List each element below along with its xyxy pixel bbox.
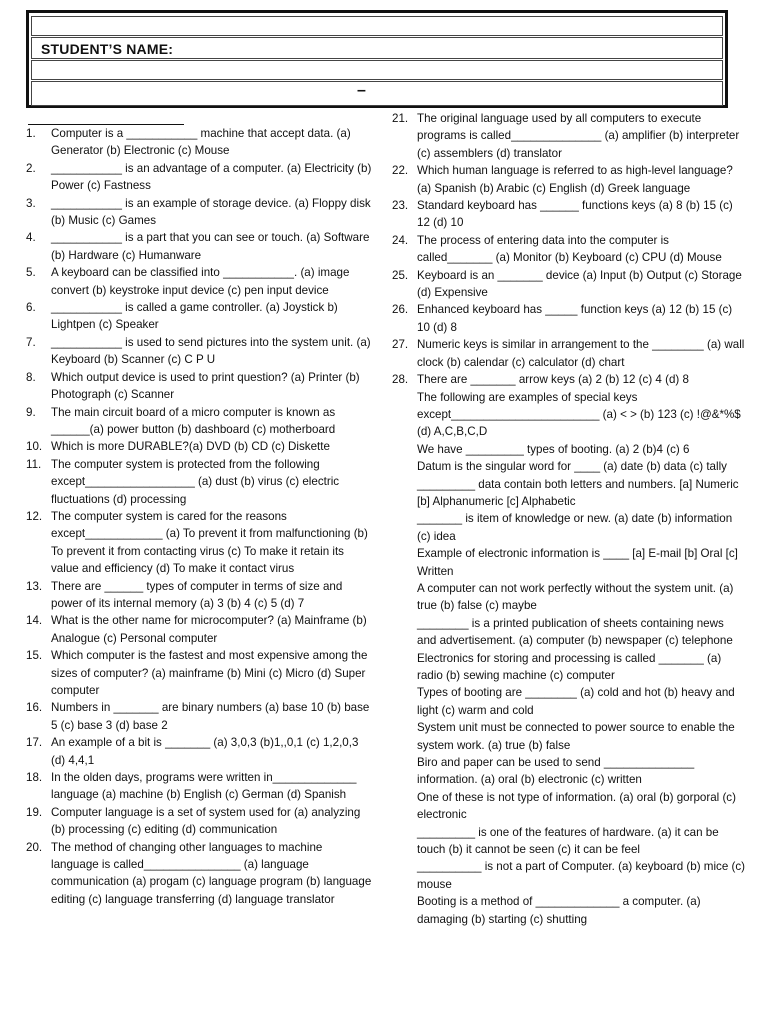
question-number: 22.	[392, 164, 409, 178]
answer-blank-line	[28, 114, 184, 125]
question-number: 13.	[26, 579, 43, 593]
question-number: 26.	[392, 303, 409, 317]
question-text: The process of entering data into the computer is called_______ (a) Monitor (b) Keyboard (c) CPU (d) Mouse	[417, 233, 722, 265]
question-number: 28.	[392, 373, 409, 387]
question-number: 5.	[26, 266, 36, 280]
question-item	[26, 299, 372, 334]
question-text: Computer language is a set of system used for (a) analyzing (b) processing (c) editing (d) communication	[51, 805, 361, 837]
question-text: What is the other name for microcomputer? (a) Mainframe (b) Analogue (c) Personal computer	[51, 614, 367, 645]
header-row-blank	[31, 60, 723, 80]
question-item	[26, 612, 372, 647]
question-text-unnumbered: _________ is one of the features of hardware. (a) it can be touch (b) it cannot be seen (c) it can be feel	[417, 825, 719, 857]
question-item	[26, 578, 372, 613]
question-number: 15.	[26, 649, 43, 663]
question-text: Which is more DURABLE?(a) DVD (b) CD (c) Diskette	[51, 440, 330, 454]
question-item	[26, 195, 372, 230]
question-text: There are ______ types of computer in terms of size and power of its internal memory (a) 3 (b) 4 (c) 5 (d) 7	[51, 579, 343, 610]
question-item	[392, 301, 746, 336]
question-number: 17.	[26, 736, 43, 750]
question-text: The computer system is cared for the reasons except____________ (a) To prevent it from malfunctioning (b) To prevent it from contacting virus (c) To make it retain its value and efficiency (d) To make it contact virus	[51, 509, 368, 576]
question-text: In the olden days, programs were written in_____________ language (a) machine (b) English (c) German (d) Spanish	[51, 771, 357, 802]
question-item	[392, 267, 746, 302]
question-item	[392, 336, 746, 371]
question-text: There are _______ arrow keys (a) 2 (b) 12 (c) 4 (d) 8	[417, 373, 689, 387]
question-number: 14.	[26, 614, 43, 628]
question-item	[392, 371, 746, 388]
header-dash: –	[357, 82, 366, 99]
question-item	[26, 404, 372, 439]
question-text-unnumbered: A computer can not work perfectly without the system unit. (a) true (b) false (c) maybe	[417, 581, 734, 613]
question-number: 7.	[26, 335, 36, 349]
question-number: 27.	[392, 338, 409, 352]
question-number: 12.	[26, 509, 43, 523]
question-item	[26, 264, 372, 299]
question-text-unnumbered: ________ is a printed publication of sheets containing news and advertisement. (a) computer (b) newspaper (c) telephone	[417, 616, 733, 648]
question-number: 2.	[26, 161, 36, 175]
header-row-blank	[31, 16, 723, 36]
question-text: ___________ is an example of storage device. (a) Floppy disk (b) Music (c) Games	[51, 196, 371, 228]
question-item	[26, 769, 372, 804]
question-item	[26, 438, 372, 455]
question-text: Which computer is the fastest and most expensive among the sizes of computer? (a) mainframe (b) Mini (c) Micro (d) Super computer	[51, 649, 368, 697]
question-item	[26, 647, 372, 699]
question-number: 25.	[392, 268, 409, 282]
question-item	[26, 160, 372, 195]
question-text-unnumbered: The following are examples of special keys except_______________________ (a) < > (b) 123 (c) !@&*%$ (d) A,C,B,C,D	[417, 390, 741, 439]
question-text: ___________ is used to send pictures into the system unit. (a) Keyboard (b) Scanner (c) C P U	[51, 335, 371, 367]
question-text: ___________ is a part that you can see or touch. (a) Software (b) Hardware (c) Humanware	[51, 231, 370, 262]
question-item	[26, 229, 372, 264]
question-text: Computer is a ___________ machine that accept data. (a) Generator (b) Electronic (c) Mouse	[51, 127, 351, 158]
question-text: The method of changing other languages to machine language is called_______________ (a) language communication (a) progam (c) language program (b) language editing (c) language transferring (d) language translator	[51, 840, 372, 906]
question-text-unnumbered: We have _________ types of booting. (a) 2 (b)4 (c) 6	[417, 442, 690, 456]
header-row-dash	[31, 81, 723, 106]
question-text-unnumbered: _________ data contain both letters and numbers. [a] Numeric [b] Alphanumeric [c] Alphabetic	[417, 477, 739, 508]
question-item	[26, 456, 372, 508]
question-text: Enhanced keyboard has _____ function keys (a) 12 (b) 15 (c) 10 (d) 8	[417, 303, 733, 334]
question-text-unnumbered: System unit must be connected to power source to enable the system work. (a) true (b) false	[417, 721, 735, 752]
question-number: 11.	[26, 457, 42, 471]
question-text: An example of a bit is _______ (a) 3,0,3 (b)1,,0,1 (c) 1,2,0,3 (d) 4,4,1	[51, 736, 359, 767]
right-column	[392, 110, 746, 928]
question-text-unnumbered: __________ is not a part of Computer. (a) keyboard (b) mice (c) mouse	[417, 860, 746, 891]
question-number: 6.	[26, 301, 36, 315]
question-item	[26, 839, 372, 909]
question-number: 21.	[392, 112, 409, 125]
question-number: 19.	[26, 805, 43, 819]
question-text-unnumbered: Types of booting are ________ (a) cold and hot (b) heavy and light (c) warm and cold	[417, 686, 735, 717]
question-number: 3.	[26, 196, 36, 210]
student-name-row	[31, 37, 723, 59]
question-text-unnumbered: _______ is item of knowledge or new. (a) date (b) information (c) idea	[417, 512, 733, 543]
question-text: The computer system is protected from the following except_________________ (a) dust (b) virus (c) electric fluctuations (d) processing	[51, 457, 340, 506]
question-item	[26, 734, 372, 769]
question-text-unnumbered: Biro and paper can be used to send ______________ information. (a) oral (b) electronic (c) written	[417, 756, 695, 787]
question-text: ___________ is an advantage of a computer. (a) Electricity (b) Power (c) Fastness	[51, 161, 372, 193]
question-number: 24.	[392, 233, 409, 247]
question-text: Keyboard is an _______ device (a) Input (b) Output (c) Storage (d) Expensive	[417, 268, 742, 300]
question-item	[26, 125, 372, 160]
question-text-unnumbered: One of these is not type of information. (a) oral (b) gorporal (c) electronic	[417, 790, 736, 822]
question-number: 8.	[26, 370, 36, 384]
left-column	[26, 125, 372, 908]
question-text: Numbers in _______ are binary numbers (a) base 10 (b) base 5 (c) base 3 (d) base 2	[51, 701, 370, 732]
question-item	[392, 232, 746, 267]
question-item	[392, 197, 746, 232]
question-item	[392, 162, 746, 197]
question-text: ___________ is called a game controller. (a) Joystick b) Lightpen (c) Speaker	[51, 301, 338, 332]
question-text-unnumbered: Electronics for storing and processing is called _______ (a) radio (b) sewing machine (c) computer	[417, 651, 722, 682]
question-number: 20.	[26, 840, 43, 854]
student-name-label: STUDENT’S NAME:	[41, 41, 174, 57]
question-text: The main circuit board of a micro computer is known as ______(a) power button (b) dashboard (c) motherboard	[51, 405, 336, 436]
question-text: Numeric keys is similar in arrangement to the ________ (a) wall clock (b) calendar (c) calculator (d) chart	[417, 338, 745, 369]
question-number: 1.	[26, 127, 36, 140]
question-text: A keyboard can be classified into ___________. (a) image convert (b) keystroke input device (c) pen input device	[51, 266, 350, 297]
question-item	[26, 334, 372, 369]
question-number: 10.	[26, 440, 43, 454]
question-text: Which output device is used to print question? (a) Printer (b) Photograph (c) Scanner	[51, 370, 360, 402]
question-item	[26, 699, 372, 734]
question-item	[392, 110, 746, 162]
question-text-unnumbered: Datum is the singular word for ____ (a) date (b) data (c) tally	[417, 460, 727, 474]
question-text-unnumbered: Example of electronic information is ____ [a] E-mail [b] Oral [c] Written	[417, 547, 738, 578]
question-number: 16.	[26, 701, 43, 715]
question-item	[26, 804, 372, 839]
header-box	[26, 10, 728, 108]
question-text: Standard keyboard has ______ functions keys (a) 8 (b) 15 (c) 12 (d) 10	[417, 199, 733, 230]
question-number: 23.	[392, 199, 409, 213]
question-number: 18.	[26, 771, 43, 785]
question-text-unnumbered: Booting is a method of _____________ a computer. (a) damaging (b) starting (c) shutting	[417, 895, 701, 926]
question-item	[26, 369, 372, 404]
question-text: Which human language is referred to as high-level language? (a) Spanish (b) Arabic (c) English (d) Greek language	[417, 164, 733, 195]
question-number: 4.	[26, 231, 36, 245]
question-text: The original language used by all computers to execute programs is called______________ (a) amplifier (b) interpreter (c) assemblers (d) translator	[417, 112, 740, 160]
question-number: 9.	[26, 405, 36, 419]
question-item	[26, 508, 372, 578]
